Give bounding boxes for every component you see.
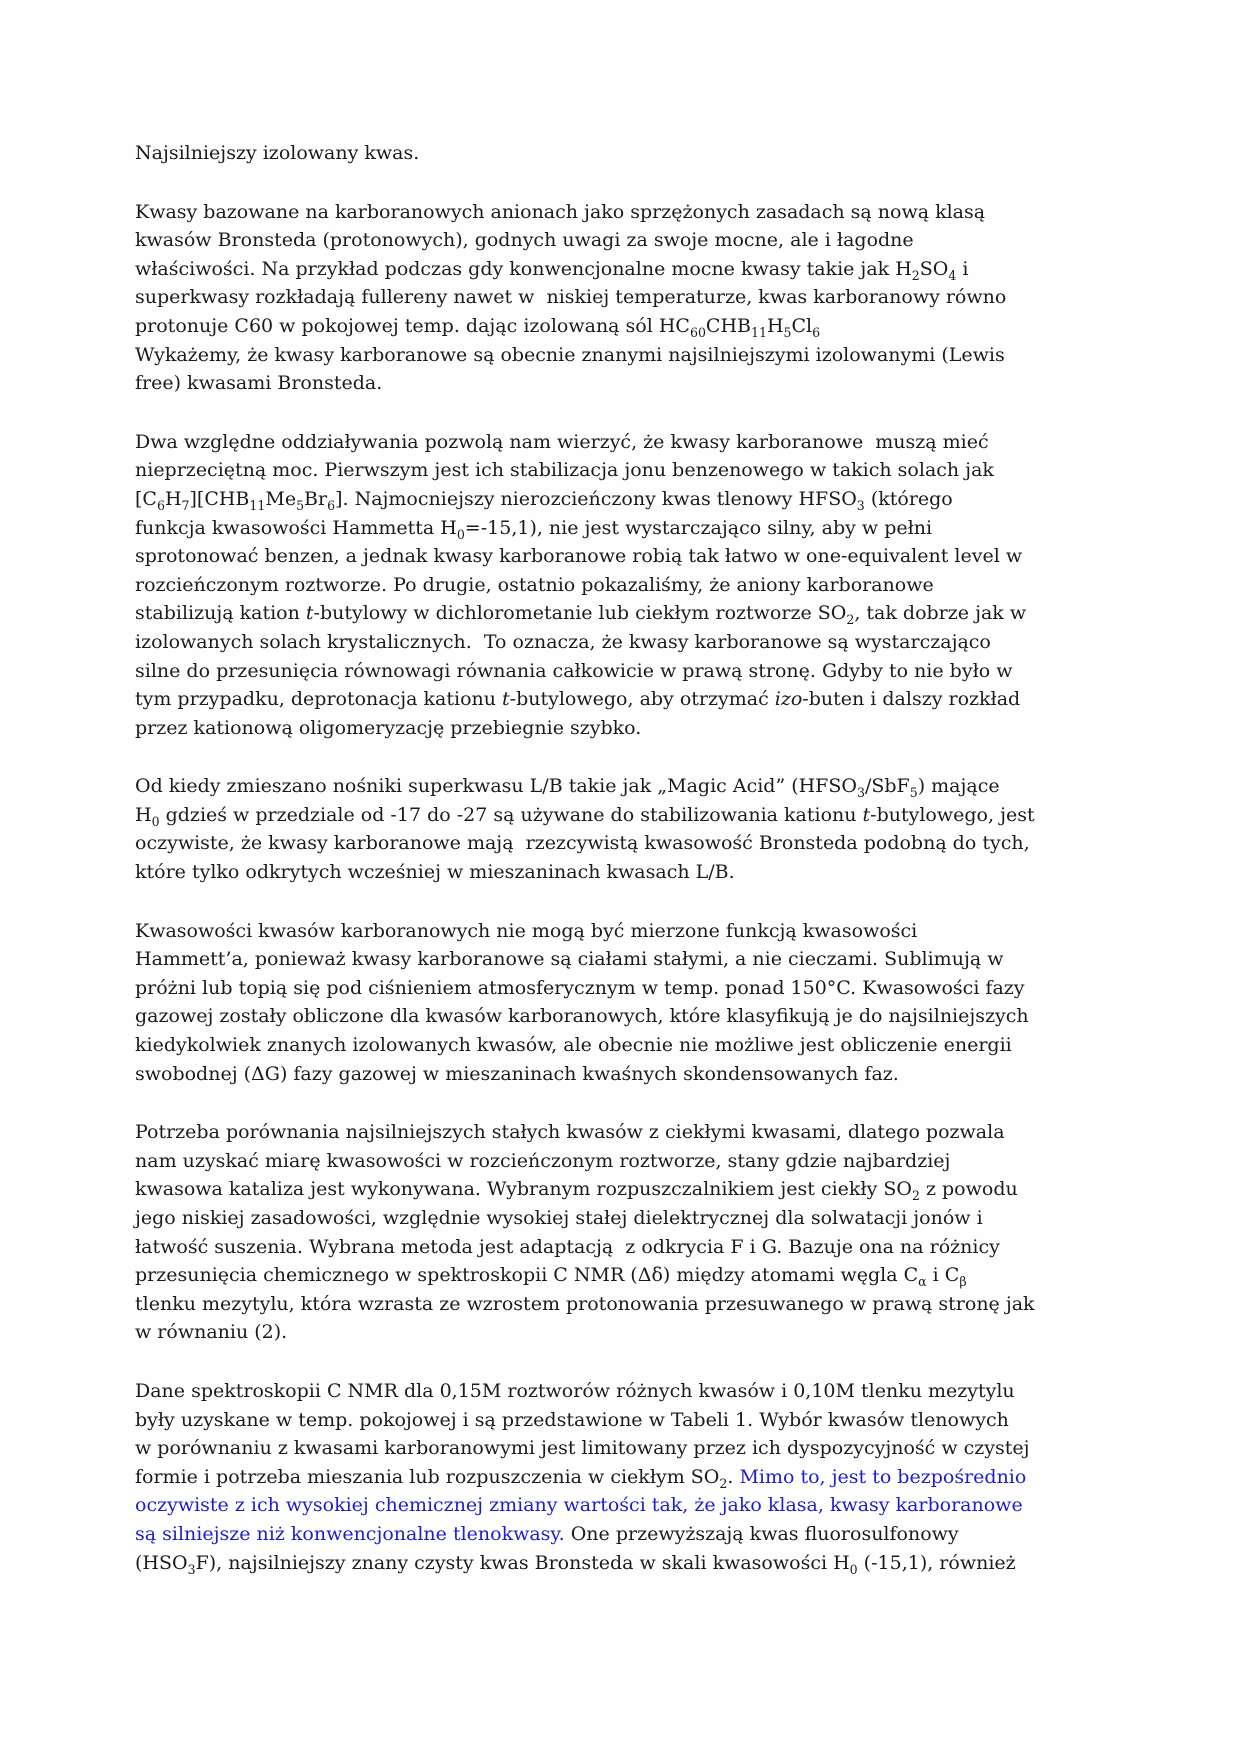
paragraph-2 <box>135 428 1120 743</box>
body-text: Cl <box>791 314 813 337</box>
subscript-text: 5 <box>296 497 305 513</box>
text-line <box>135 542 1120 571</box>
subscript-text: 6 <box>812 324 821 340</box>
body-text: kwasów Bronsteda (protonowych), godnych uwagi za swoje mocne, ale i łagodne <box>135 229 914 252</box>
body-text: t <box>305 602 314 625</box>
highlighted-text: są silniejsze niż konwencjonalne tlenokwasy. <box>135 1522 565 1545</box>
text-line <box>135 255 1120 284</box>
body-text: silne do przesunięcia równowagi równania całkowicie w prawą stronę. Gdyby to nie było w <box>135 659 1013 682</box>
text-line <box>135 1318 1120 1347</box>
text-line <box>135 714 1120 743</box>
body-text: ]. Najmocniejszy nierozcieńczony kwas tlenowy HFSO <box>335 487 857 510</box>
body-text: w porównaniu z kwasami karboranowymi jest limitowany przez ich dyspozycyjność w czystej <box>135 1437 1030 1460</box>
body-text: tlenku mezytylu, która wzrasta ze wzrostem protonowania przesuwanego w prawą stronę jak <box>135 1292 1035 1315</box>
subscript-text: 0 <box>849 1561 858 1577</box>
body-text: CHB <box>705 314 751 337</box>
text-line <box>135 1147 1120 1176</box>
body-text: oczywiste, że kwasy karboranowe mają rzezcywistą kwasowość Bronsteda podobną do tych, <box>135 832 1030 855</box>
body-text: Me <box>265 487 297 510</box>
text-line <box>135 198 1120 227</box>
text-line <box>135 829 1120 858</box>
text-line <box>135 917 1120 946</box>
text-line <box>135 428 1120 457</box>
text-line <box>135 1204 1120 1233</box>
body-text: SO <box>919 257 949 280</box>
text-line <box>135 369 1120 398</box>
paragraph-3 <box>135 772 1120 886</box>
subscript-text: α <box>918 1273 927 1289</box>
body-text: nieprzeciętną moc. Pierwszym jest ich stabilizacja jonu benzenowego w takich solach jak <box>135 459 994 482</box>
body-text: Hammett’a, ponieważ kwasy karboranowe są ciałami stałymi, a nie cieczami. Sublimują w <box>135 948 1004 971</box>
body-text: [C <box>135 487 157 510</box>
body-text: właściwości. Na przykład podczas gdy konwencjonalne mocne kwasy takie jak H <box>135 257 912 280</box>
body-text: Dwa względne oddziaływania pozwolą nam wierzyć, że kwasy karboranowe muszą mieć <box>135 430 989 453</box>
body-text: t <box>862 803 871 826</box>
body-text: rozcieńczonym roztworze. Po drugie, ostatnio pokazaliśmy, że aniony karboranowe <box>135 573 934 596</box>
text-line <box>135 139 1120 168</box>
body-text: One przewyższają kwas fluorosulfonowy <box>564 1522 959 1545</box>
text-line <box>135 1491 1120 1520</box>
highlighted-text: oczywiste z ich wysokiej chemicznej zmiany wartości tak, że jako klasa, kwasy karboranowe <box>135 1494 1023 1517</box>
body-text: łatwość suszenia. Wybrana metoda jest adaptacją z odkrycia F i G. Bazuje ona na różnicy <box>135 1235 1000 1258</box>
body-text: Kwasowości kwasów karboranowych nie mogą być mierzone funkcją kwasowości <box>135 919 918 942</box>
text-line <box>135 974 1120 1003</box>
body-text: przesunięcia chemicznego w spektroskopii C NMR (Δδ) między atomami węgla C <box>135 1264 919 1287</box>
text-line <box>135 226 1120 255</box>
paragraph-4 <box>135 917 1120 1089</box>
highlighted-text: Mimo to, jest to bezpośrednio <box>739 1465 1027 1488</box>
text-line <box>135 628 1120 657</box>
body-text: w równaniu (2). <box>135 1321 288 1344</box>
body-text: Br <box>304 487 328 510</box>
subscript-text: 3 <box>856 785 865 801</box>
text-line <box>135 571 1120 600</box>
text-line <box>135 1377 1120 1406</box>
subscript-text: 3 <box>856 497 865 513</box>
body-text: /SbF <box>864 775 910 798</box>
body-text: tym przypadku, deprotonacja kationu <box>135 688 503 711</box>
text-line <box>135 1261 1120 1290</box>
body-text: -butylowy w dichlorometanie lub ciekłym roztworze SO <box>313 602 847 625</box>
body-text: free) kwasami Bronsteda. <box>135 372 383 395</box>
body-text: gdzieś w przedziale od -17 do -27 są używane do stabilizowania kationu <box>159 803 863 826</box>
body-text: które tylko odkrytych wcześniej w mieszaninach kwasach L/B. <box>135 861 735 884</box>
subscript-text: 5 <box>783 324 792 340</box>
body-text: Wykażemy, że kwasy karboranowe są obecnie znanymi najsilniejszymi izolowanymi (Lewis <box>135 343 1005 366</box>
subscript-text: 11 <box>249 497 266 513</box>
body-text: izo <box>774 688 803 711</box>
body-text: ) mające <box>917 775 1000 798</box>
body-text: próżni lub topią się pod ciśnieniem atmosferycznym w temp. ponad 150°C. Kwasowości fazy <box>135 976 1025 999</box>
text-line <box>135 341 1120 370</box>
body-text: -butylowego, aby otrzymać <box>509 688 775 711</box>
body-text: sprotonować benzen, a jednak kwasy karboranowe robią tak łatwo w one-equivalent level w <box>135 545 1023 568</box>
body-text: . <box>727 1465 740 1488</box>
text-line <box>135 1520 1120 1549</box>
subscript-text: 5 <box>909 785 918 801</box>
body-text: kiedykolwiek znanych izolowanych kwasów, ale obecnie nie możliwe jest obliczenie energii <box>135 1034 1012 1057</box>
body-text: H <box>766 314 784 337</box>
text-line <box>135 1434 1120 1463</box>
text-line <box>135 514 1120 543</box>
body-text: t <box>502 688 510 711</box>
text-line <box>135 772 1120 801</box>
text-line <box>135 599 1120 628</box>
subscript-text: 2 <box>911 267 920 283</box>
body-text: superkwasy rozkładają fullereny nawet w niskiej temperaturze, kwas karboranowy równo <box>135 286 1007 309</box>
text-line <box>135 1118 1120 1147</box>
subscript-text: 2 <box>911 1188 920 1204</box>
text-line <box>135 1549 1120 1578</box>
body-text: Dane spektroskopii C NMR dla 0,15M roztworów różnych kwasów i 0,10M tlenku mezytylu <box>135 1379 1015 1402</box>
body-text: jego niskiej zasadowości, względnie wysokiej stałej dielektrycznej dla solwatacji jonów i <box>135 1207 983 1229</box>
subscript-text: 3 <box>187 1561 196 1577</box>
text-line <box>135 657 1120 686</box>
body-text: (-15,1), również <box>857 1551 1016 1574</box>
text-line <box>135 1060 1120 1089</box>
body-text: kwasowa kataliza jest wykonywana. Wybranym rozpuszczalnikiem jest ciekły SO <box>135 1178 912 1201</box>
body-text: protonuje C60 w pokojowej temp. dając izolowaną sól HC <box>135 314 690 337</box>
body-text: ][CHB <box>189 487 250 510</box>
body-text: Potrzeba porównania najsilniejszych stałych kwasów z ciekłymi kwasami, dlatego pozwala <box>135 1121 1005 1144</box>
body-text: i C <box>926 1264 960 1287</box>
subscript-text: 6 <box>156 497 165 513</box>
body-text: (którego <box>864 487 953 510</box>
text-line <box>135 1463 1120 1492</box>
text-line <box>135 1290 1120 1319</box>
body-text: stabilizują kation <box>135 602 306 625</box>
text-line <box>135 858 1120 887</box>
text-line <box>135 1031 1120 1060</box>
body-text: Najsilniejszy izolowany kwas. <box>135 142 420 164</box>
body-text: funkcja kwasowości Hammetta H <box>135 516 457 539</box>
body-text: (HSO <box>135 1551 188 1574</box>
body-text: swobodnej (ΔG) fazy gazowej w mieszaninach kwaśnych skondensowanych faz. <box>135 1062 899 1085</box>
subscript-text: 2 <box>846 612 855 628</box>
subscript-text: 7 <box>181 497 190 513</box>
body-text: -buten i dalszy rozkład <box>802 688 1021 711</box>
paragraph-6 <box>135 1377 1120 1577</box>
text-line <box>135 1175 1120 1204</box>
body-text: nam uzyskać miarę kwasowości w rozcieńczonym roztworze, stany gdzie najbardziej <box>135 1149 951 1172</box>
paragraph-5 <box>135 1118 1120 1347</box>
text-line <box>135 283 1120 312</box>
body-text: Kwasy bazowane na karboranowych anionach jako sprzężonych zasadach są nową klasą <box>135 200 986 223</box>
body-text: i <box>956 257 969 280</box>
subscript-text: 60 <box>689 324 706 340</box>
body-text: =-15,1), nie jest wystarczająco silny, aby w pełni <box>464 516 933 539</box>
body-text: Od kiedy zmieszano nośniki superkwasu L/B takie jak „Magic Acid” (HFSO <box>135 775 857 798</box>
text-line <box>135 312 1120 341</box>
body-text: -butylowego, jest <box>870 803 1035 826</box>
subscript-text: β <box>959 1273 967 1289</box>
paragraph-1 <box>135 198 1120 398</box>
body-text: przez kationową oligomeryzację przebiegnie szybko. <box>135 716 642 739</box>
text-line <box>135 945 1120 974</box>
text-line <box>135 685 1120 714</box>
text-line <box>135 1002 1120 1031</box>
subscript-text: 11 <box>751 324 767 340</box>
subscript-text: 0 <box>151 813 160 829</box>
document-title <box>135 139 1120 168</box>
body-text: F), najsilniejszy znany czysty kwas Bronsteda w skali kwasowości H <box>195 1551 850 1574</box>
subscript-text: 4 <box>948 267 957 283</box>
body-text: H <box>164 487 182 510</box>
body-text: , tak dobrze jak w <box>854 602 1027 625</box>
text-line <box>135 801 1120 830</box>
body-text: gazowej zostały obliczone dla kwasów karboranowych, które klasyfikują je do najsilniejszych <box>135 1005 1029 1028</box>
body-text: z powodu <box>919 1178 1018 1201</box>
subscript-text: 6 <box>327 497 336 513</box>
body-text: były uzyskane w temp. pokojowej i są przedstawione w Tabeli 1. Wybór kwasów tlenowych <box>135 1408 1009 1431</box>
body-text: formie i potrzeba mieszania lub rozpuszczenia w ciekłym SO <box>135 1465 720 1488</box>
text-line <box>135 1406 1120 1435</box>
subscript-text: 0 <box>456 526 465 542</box>
body-text: izolowanych solach krystalicznych. To oznacza, że kwasy karboranowe są wystarczająco <box>135 630 991 653</box>
subscript-text: 2 <box>719 1475 728 1491</box>
text-line <box>135 1233 1120 1262</box>
body-text: H <box>135 803 152 826</box>
text-line <box>135 456 1120 485</box>
text-line <box>135 485 1120 514</box>
